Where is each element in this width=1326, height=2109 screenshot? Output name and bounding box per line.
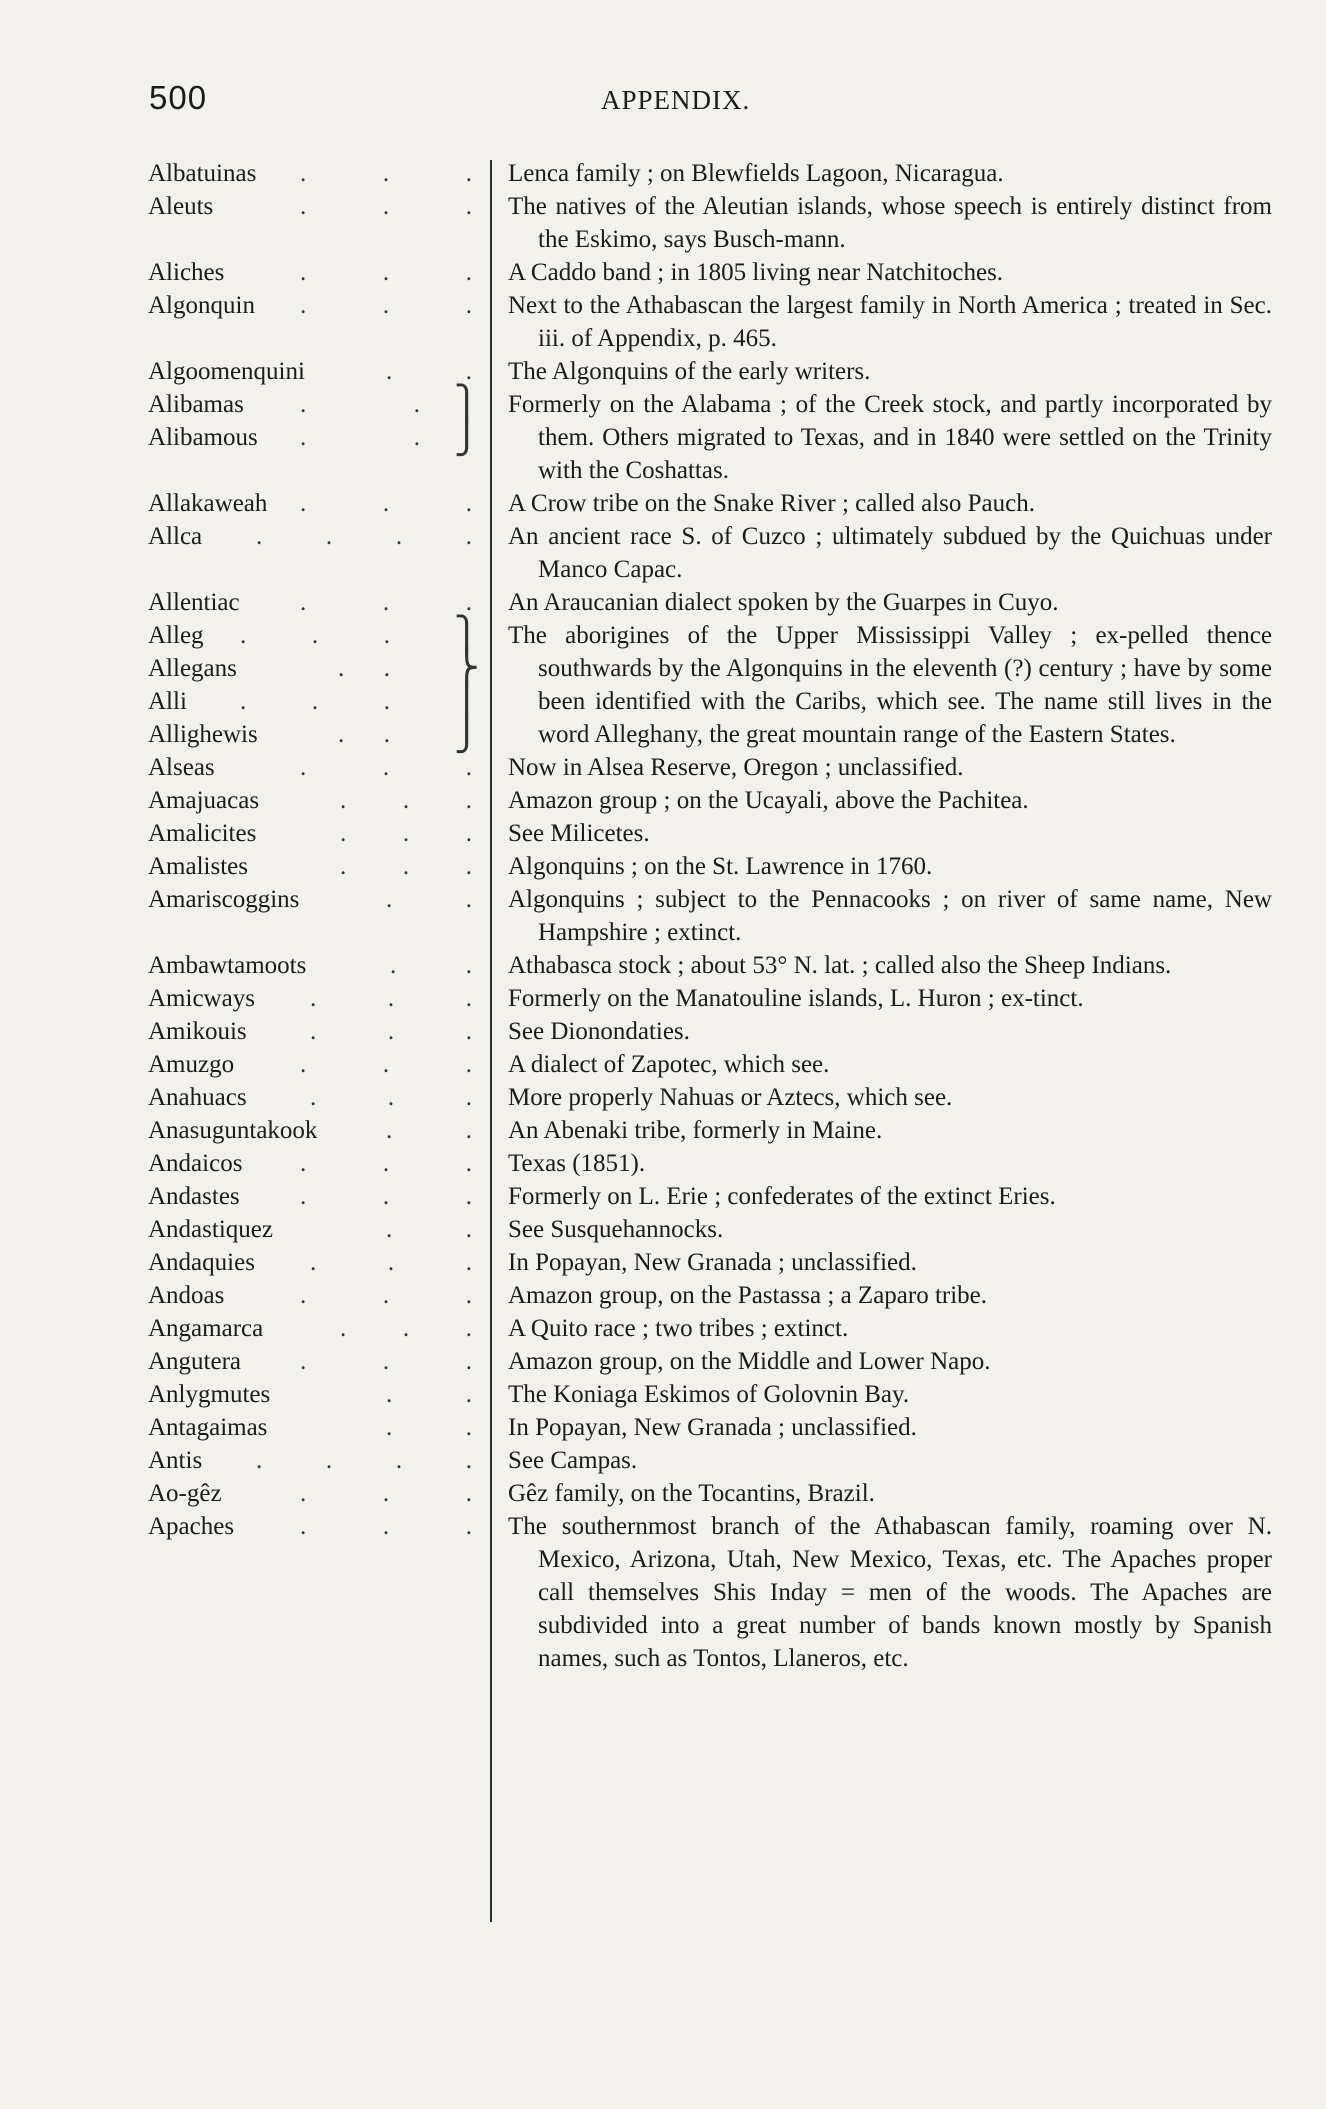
entry-description: Next to the Athabascan the largest family in North America ; treated in Sec. iii. of Appendix, p. 465. (508, 292, 1272, 352)
entry-description: In Popayan, New Granada ; unclassified. (508, 1414, 917, 1441)
leader-dots: . . . (300, 292, 472, 319)
leader-dots: . . (338, 655, 390, 682)
entry-term: Andastes (148, 1183, 240, 1210)
entry-description: An Abenaki tribe, formerly in Maine. (508, 1117, 883, 1144)
entry-term: Albatuinas (148, 160, 257, 187)
leader-dots: . . (386, 1414, 472, 1441)
entry-term: Amuzgo (148, 1051, 235, 1078)
entry-term: Angutera (148, 1348, 242, 1375)
entry-description: See Dionondaties. (508, 1018, 690, 1045)
glossary-entry (0, 1114, 1326, 1147)
entry-description: Lenca family ; on Blewfields Lagoon, Nicaragua. (508, 160, 1004, 187)
entry-description: A dialect of Zapotec, which see. (508, 1051, 830, 1078)
entry-term: Andoas (148, 1282, 225, 1309)
entry-term: Andastiquez (148, 1216, 273, 1243)
entry-term: Alseas (148, 754, 215, 781)
entry-description: Amazon group, on the Pastassa ; a Zaparo tribe. (508, 1282, 988, 1309)
entry-term: Andaicos (148, 1150, 243, 1177)
leader-dots: . . . (240, 688, 390, 715)
glossary-entry-group (0, 619, 1326, 751)
entry-term: Allakaweah (148, 490, 268, 517)
glossary-entry (0, 1279, 1326, 1312)
leader-dots: . . . (310, 1018, 472, 1045)
entry-description: Amazon group, on the Middle and Lower Napo. (508, 1348, 991, 1375)
glossary-entry (0, 1510, 1326, 1675)
entry-description: The Algonquins of the early writers. (508, 358, 871, 385)
glossary-entry (0, 1411, 1326, 1444)
leader-dots: . . (386, 1216, 472, 1243)
entry-term: Allca (148, 523, 203, 550)
leader-dots: . . . (300, 1282, 472, 1309)
entry-description: A Caddo band ; in 1805 living near Natchitoches. (508, 259, 1004, 286)
leader-dots: . . . (300, 1480, 472, 1507)
glossary-entry (0, 256, 1326, 289)
leader-dots: . . (338, 721, 390, 748)
entry-term: Amajuacas (148, 787, 260, 814)
leader-dots: . . . (310, 1084, 472, 1111)
entry-term: Allegans (148, 655, 237, 682)
entry-term: Allentiac (148, 589, 240, 616)
glossary-entry (0, 1312, 1326, 1345)
glossary-entry (0, 1378, 1326, 1411)
page-number: 500 (149, 79, 208, 116)
leader-dots: . . . (300, 754, 472, 781)
brace-middle: ⎬ (454, 650, 480, 687)
entry-term: Ao-gêz (148, 1480, 222, 1507)
leader-dots: . . (386, 1381, 472, 1408)
entry-term: Andaquies (148, 1249, 255, 1276)
entry-term: Amalicites (148, 820, 257, 847)
entry-description: An Araucanian dialect spoken by the Guarpes in Cuyo. (508, 589, 1059, 616)
entry-term: Alleg (148, 622, 204, 649)
entry-description: See Milicetes. (508, 820, 650, 847)
entry-term: Anahuacs (148, 1084, 247, 1111)
leader-dots: . . . (300, 193, 472, 220)
glossary-entry (0, 1048, 1326, 1081)
brace-top: ⎫ (454, 386, 480, 423)
glossary-entry (0, 289, 1326, 355)
entry-term: Antis (148, 1447, 203, 1474)
entry-description: Formerly on the Alabama ; of the Creek stock, and partly incorporated by them. Others migrated to Texas, and in 1840 were settled on the Trinity with the Coshattas. (508, 391, 1272, 484)
entry-description: A Quito race ; two tribes ; extinct. (508, 1315, 849, 1342)
brace-top: ⎫ (454, 617, 480, 654)
entry-description: See Susquehannocks. (508, 1216, 724, 1243)
leader-dots: . . . (300, 1348, 472, 1375)
entry-description: Texas (1851). (508, 1150, 646, 1177)
leader-dots: . . . (300, 1513, 472, 1540)
glossary-entry (0, 1477, 1326, 1510)
glossary-entry (0, 520, 1326, 586)
glossary-entries (0, 157, 1326, 1675)
entry-term: Apaches (148, 1513, 235, 1540)
glossary-entry (0, 157, 1326, 190)
leader-dots: . . . (300, 490, 472, 517)
glossary-entry (0, 1081, 1326, 1114)
entry-term: Aliches (148, 259, 225, 286)
entry-term: Ambawtamoots (148, 952, 307, 979)
leader-dots: . . . (340, 820, 472, 847)
glossary-entry (0, 1180, 1326, 1213)
brace-bottom: ⎭ (454, 419, 480, 456)
entry-description: An ancient race S. of Cuzco ; ultimately subdued by the Quichuas under Manco Capac. (508, 523, 1272, 583)
glossary-entry (0, 1015, 1326, 1048)
entry-description: Formerly on L. Erie ; confederates of the extinct Eries. (508, 1183, 1056, 1210)
entry-description: In Popayan, New Granada ; unclassified. (508, 1249, 917, 1276)
glossary-entry (0, 487, 1326, 520)
leader-dots: . . (386, 358, 472, 385)
leader-dots: . . . (300, 1051, 472, 1078)
entry-term: Algonquin (148, 292, 255, 319)
entry-term: Anlygmutes (148, 1381, 271, 1408)
entry-description: More properly Nahuas or Aztecs, which see. (508, 1084, 953, 1111)
leader-dots: . . (300, 391, 420, 418)
leader-dots: . . (300, 424, 420, 451)
entry-description: Formerly on the Manatouline islands, L. Huron ; ex-tinct. (508, 985, 1084, 1012)
entry-term: Alibamous (148, 424, 258, 451)
leader-dots: . . . (300, 1183, 472, 1210)
leader-dots: . . . . (256, 1447, 472, 1474)
entry-description: The aborigines of the Upper Mississippi Valley ; ex-pelled thence southwards by the Algonquins in the eleventh (?) century ; have by some been identified with the Caribs, which see. The name still lives in the word Alleghany, the great mountain range of the Eastern States. (508, 622, 1272, 748)
entry-term: Amariscoggins (148, 886, 300, 913)
glossary-entry (0, 784, 1326, 817)
leader-dots: . . . (300, 1150, 472, 1177)
glossary-entry (0, 1345, 1326, 1378)
brace-middle: ⎪ (454, 683, 480, 720)
entry-term: Anasuguntakook (148, 1117, 318, 1144)
running-head: APPENDIX. (601, 85, 751, 115)
glossary-entry (0, 1147, 1326, 1180)
entry-description: The natives of the Aleutian islands, whose speech is entirely distinct from the Eskimo, says Busch-mann. (508, 193, 1272, 253)
entry-description: A Crow tribe on the Snake River ; called also Pauch. (508, 490, 1035, 517)
entry-description: Algonquins ; on the St. Lawrence in 1760. (508, 853, 933, 880)
entry-term: Amikouis (148, 1018, 247, 1045)
glossary-entry (0, 355, 1326, 388)
glossary-entry (0, 586, 1326, 619)
leader-dots: . . . (300, 589, 472, 616)
entry-description: Algonquins ; subject to the Pennacooks ; on river of same name, New Hampshire ; extinct. (508, 886, 1272, 946)
leader-dots: . . . (340, 787, 472, 814)
glossary-entry (0, 883, 1326, 949)
leader-dots: . . (386, 1117, 472, 1144)
glossary-entry (0, 982, 1326, 1015)
glossary-entry (0, 1213, 1326, 1246)
glossary-entry (0, 850, 1326, 883)
entry-term: Algoomenquini (148, 358, 305, 385)
leader-dots: . . . . (256, 523, 472, 550)
leader-dots: . . (386, 886, 472, 913)
entry-term: Angamarca (148, 1315, 264, 1342)
leader-dots: . . (390, 952, 472, 979)
glossary-entry (0, 817, 1326, 850)
leader-dots: . . . (310, 1249, 472, 1276)
glossary-entry-group (0, 388, 1326, 487)
leader-dots: . . . (240, 622, 390, 649)
leader-dots: . . . (300, 160, 472, 187)
glossary-entry (0, 949, 1326, 982)
glossary-entry (0, 190, 1326, 256)
entry-term: Amalistes (148, 853, 248, 880)
entry-term: Alibamas (148, 391, 244, 418)
glossary-entry (0, 1246, 1326, 1279)
entry-term: Amicways (148, 985, 255, 1012)
entry-term: Allighewis (148, 721, 258, 748)
leader-dots: . . . (340, 853, 472, 880)
leader-dots: . . . (340, 1315, 472, 1342)
entry-description: Gêz family, on the Tocantins, Brazil. (508, 1480, 875, 1507)
leader-dots: . . . (300, 259, 472, 286)
entry-term: Antagaimas (148, 1414, 268, 1441)
entry-term: Aleuts (148, 193, 214, 220)
glossary-entry (0, 1444, 1326, 1477)
brace-bottom: ⎭ (454, 716, 480, 753)
entry-description: Now in Alsea Reserve, Oregon ; unclassified. (508, 754, 964, 781)
leader-dots: . . . (310, 985, 472, 1012)
entry-description: Amazon group ; on the Ucayali, above the Pachitea. (508, 787, 1029, 814)
entry-term: Alli (148, 688, 187, 715)
entry-description: The southernmost branch of the Athabascan family, roaming over N. Mexico, Arizona, Utah, New Mexico, Texas, etc. The Apaches proper call themselves Shis Inday = men of the woods. The Apaches are subdivided into a great number of bands known mostly by Spanish names, such as Tontos, Llaneros, etc. (508, 1513, 1272, 1672)
entry-description: The Koniaga Eskimos of Golovnin Bay. (508, 1381, 910, 1408)
entry-description: See Campas. (508, 1447, 638, 1474)
glossary-entry (0, 751, 1326, 784)
entry-description: Athabasca stock ; about 53° N. lat. ; called also the Sheep Indians. (508, 952, 1172, 979)
